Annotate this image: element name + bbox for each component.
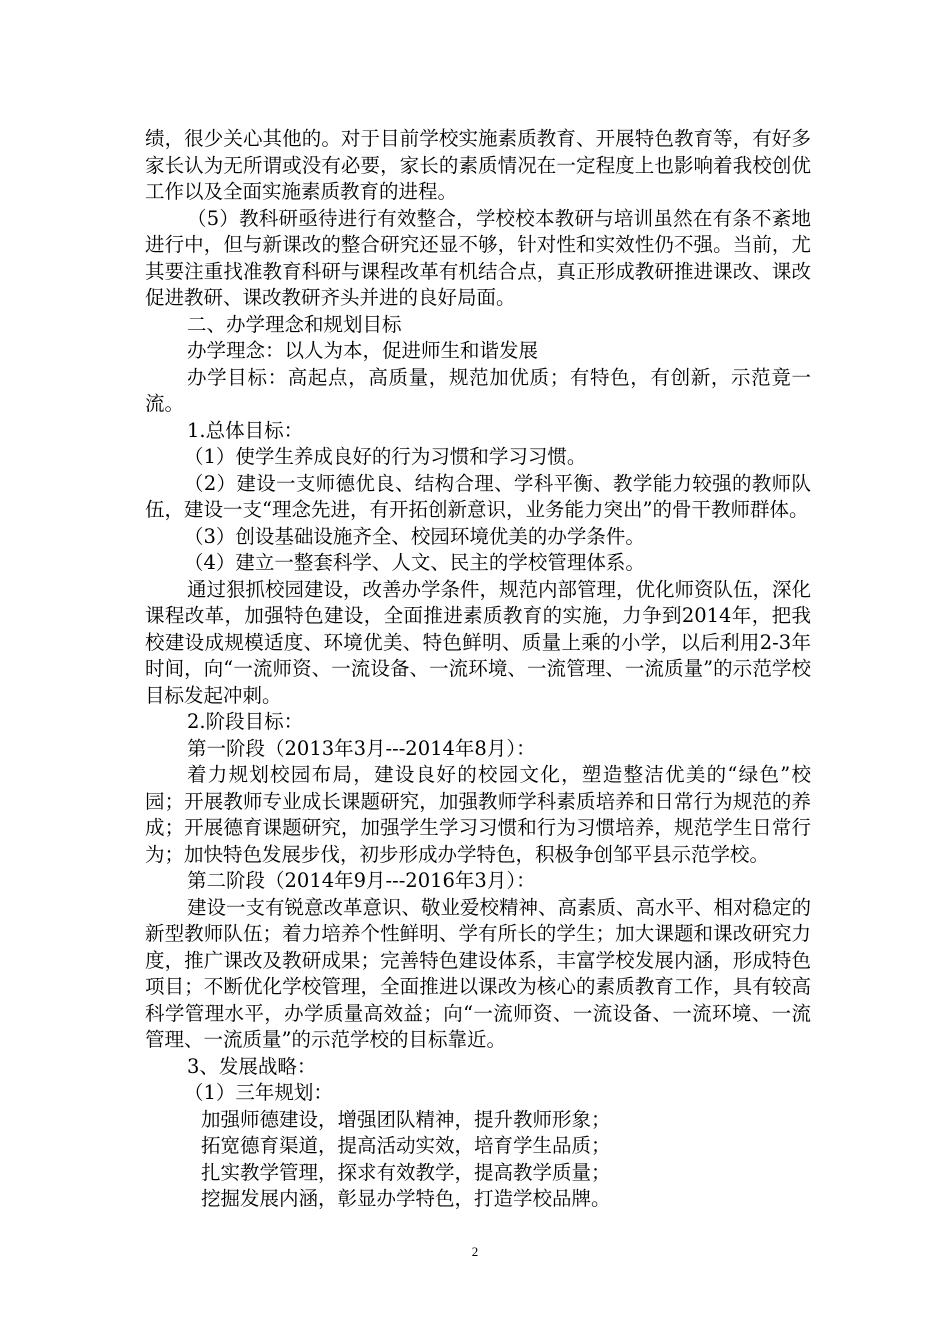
subheading-three-year-plan: （1）三年规划： [184,1081,333,1104]
paragraph-campus-construction: 通过狠抓校园建设，改善办学条件，规范内部管理，优化师资队伍，深化课程改革，加强特色建设，全面推进素质教育的实施，力争到2014年，把我校建设成规模适度、环境优美、特色鲜明、质量上乘的小学，以后利用2-3年时间，向“一流师资、一流设备、一流环境、一流管理、一流质量”的示范学校目标发起冲刺。 [145,577,812,707]
paragraph-research-integration: （5）教科研亟待进行有效整合，学校校本教研与培训虽然在有条不紊地进行中，但与新课改的整合研究还显不够，针对性和实效性仍不强。当前，尤其要注重找准教育科研与课程改革有机结合点，真正形成教研推进课改、课改促进教研、课改教研齐头并进的良好局面。 [145,206,811,309]
paragraph-school-goal: 办学目标：高起点，高质量，规范加优质；有特色，有创新，示范竟一流。 [145,365,811,415]
goal-item-3: （3）创设基础设施齐全、校园环境优美的办学条件。 [184,524,645,548]
plan-item-2: 拓宽德育渠道，提高活动实效，培育学生品质； [201,1134,611,1157]
plan-item-1: 加强师德建设，增强团队精神，提升教师形象； [201,1107,611,1131]
subheading-development-strategy: 3、发展战略： [187,1054,317,1078]
subheading-stage-goals: 2.阶段目标： [187,710,304,733]
goal-item-4: （4）建立一整套科学、人文、民主的学校管理体系。 [184,551,645,574]
page-number: 2 [471,1244,479,1259]
subheading-overall-goal: 1.总体目标： [187,418,304,442]
section-heading-philosophy-goals: 二、办学理念和规划目标 [187,312,402,336]
plan-item-3: 扎实教学管理，探求有效教学，提高教学质量； [201,1160,611,1184]
stage-two-description: 建设一支有锐意改革意识、敬业爱校精神、高素质、高水平、相对稳定的新型教师队伍；着力培养个性鲜明、学有所长的学生；加大课题和课改研究力度，推广课改及教研成果；完善特色建设体系，丰富学校发展内涵，形成特色项目；不断优化学校管理，全面推进以课改为核心的素质教育工作，具有较高科学管理水平，办学质量高效益；向“一流师资、一流设备、一流环境、一流管理、一流质量”的示范学校的目标靠近。 [145,895,812,1051]
paragraph-parent-influence: 绩，很少关心其他的。对于目前学校实施素质教育、开展特色教育等，有好多家长认为无所谓或没有必要，家长的素质情况在一定程度上也影响着我校创优工作以及全面实施素质教育的进程。 [145,127,811,203]
body-text [145,126,811,1213]
plan-item-4: 挖掘发展内涵，彰显办学特色，打造学校品牌。 [201,1187,611,1210]
stage-one-description: 着力规划校园布局，建设良好的校园文化，塑造整洁优美的“绿色”校园；开展教师专业成长课题研究，加强教师学科素质培养和日常行为规范的养成；开展德育课题研究，加强学生学习习惯和行为习惯培养，规范学生日常行为；加快特色发展步伐，初步形成办学特色，积极争创邹平县示范学校。 [145,763,811,866]
paragraph-school-philosophy: 办学理念：以人为本，促进师生和谐发展 [187,339,539,362]
goal-item-1: （1）使学生养成良好的行为习惯和学习习惯。 [184,445,587,468]
goal-item-2: （2）建设一支师德优良、结构合理、学科平衡、教学能力较强的教师队伍，建设一支“理念先进，有开拓创新意识，业务能力突出”的骨干教师群体。 [145,471,811,521]
stage-one-heading: 第一阶段（2013年3月---2014年8月）： [187,736,536,760]
stage-two-heading: 第二阶段（2014年9月---2016年3月）： [187,869,536,892]
